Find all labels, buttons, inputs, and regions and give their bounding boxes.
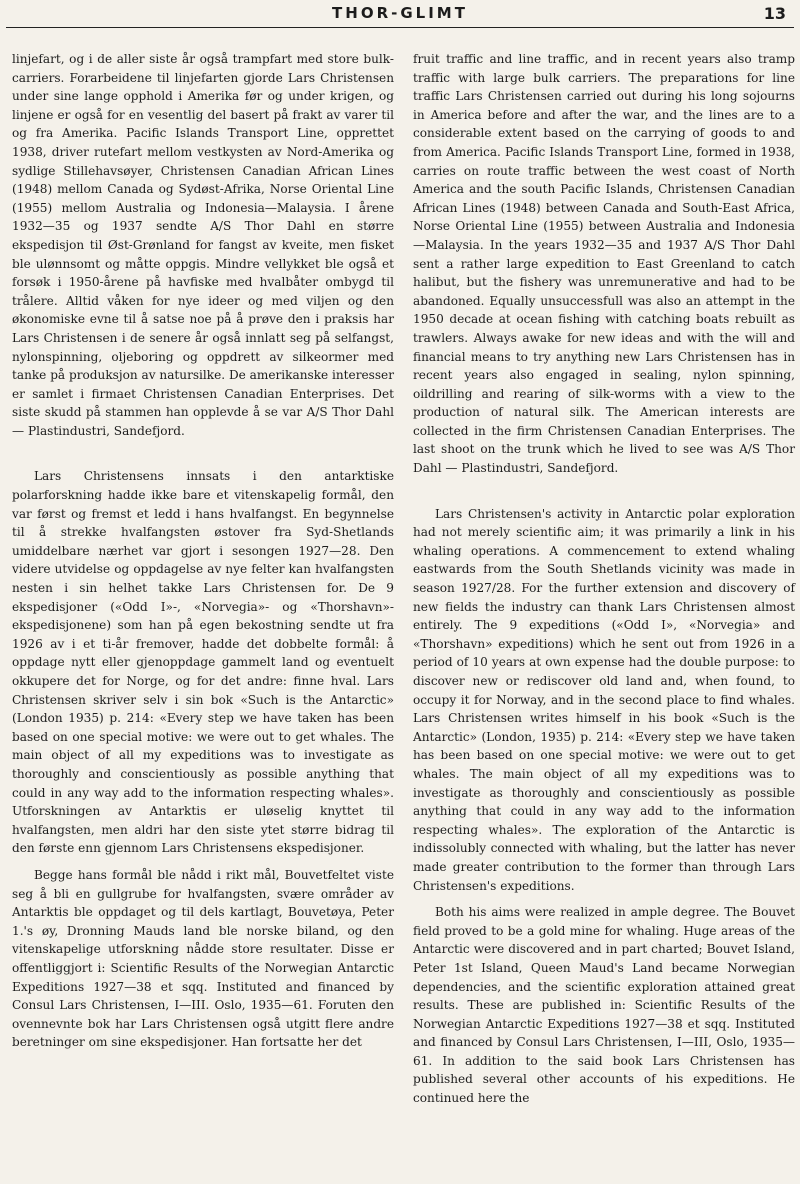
norwegian-column [12,50,394,1052]
page-number: 13 [763,4,786,23]
english-paragraph-1: fruit traffic and line traffic, and in recent years also tramp traffic with large bulk carriers. The preparations for line traffic Lars Christensen carried out during his long sojourns in America before and after the war, and the lines are to a considerable extent based on the carrying of goods to and from America. Pacific Islands Transport Line, formed in 1938, carries on route traffic between the west coast of North America and the south Pacific Islands, Christensen Canadian African Lines (1948) between Canada and South-East Africa, Norse Oriental Line (1955) between Australia and Indonesia—Malaysia. In the years 1932—35 and 1937 A/S Thor Dahl sent a rather large expedition to East Greenland to catch halibut, but the fishery was unremunerative and had to be abandoned. Equally unsuccessfull was also an attempt in the 1950 decade at ocean fishing with catching boats rebuilt as trawlers. Always awake for new ideas and with the will and financial means to try anything new Lars Christensen has in recent years also engaged in sealing, nylon spinning, oildrilling and rearing of silk-worms with a view to the production of natural silk. The American interests are collected in the firm Christensen Canadian Enterprises. The last shoot on the trunk which he lived to see was A/S Thor Dahl — Plastindustri, Sandefjord. [413,52,795,476]
running-title: THOR-GLIMT [332,4,468,22]
english-column [413,50,795,1108]
header-rule [6,27,794,28]
english-paragraph-3: Both his aims were realized in ample degree. The Bouvet field proved to be a gold mine for whaling. Huge areas of the Antarctic were discovered and in part charted; Bouvet Island, Peter 1st Island, Queen Maud's Land became Norwegian dependencies, and the scientific exploration attained great results. These are published in: Scientific Results of the Norwegian Antarctic Expeditions 1927—38 et sqq. Instituted and financed by Consul Lars Christensen, I—III, Oslo, 1935—61. In addition to the said book Lars Christensen has published several other accounts of his expeditions. He continued here the [413,905,795,1106]
norwegian-paragraph-3: Begge hans formål ble nådd i rikt mål, Bouvetfeltet viste seg å bli en gullgrube for hvalfangsten, svære områder av Antarktis ble oppdaget og til dels kartlagt, Bouvetøya, Peter 1.'s øy, Dronning Mauds land ble norske biland, og den vitenskapelige utforskning nådde store resultater. Disse er offentliggjort i: Scientific Results of the Norwegian Antarctic Expeditions 1927—38 et sqq. Instituted and financed by Consul Lars Christensen, I—III. Oslo, 1935—61. Foruten den ovennevnte bok har Lars Christensen også utgitt flere andre beretninger om sine ekspedisjoner. Han fortsatte her det [12,867,394,1050]
norwegian-paragraph-1: linjefart, og i de aller siste år også trampfart med store bulk-carriers. Forarbeidene til linjefarten gjorde Lars Christensen under sine lange opphold i Amerika før og under krigen, og linjene er også for en vesentlig del basert på frakt av varer til og fra Amerika. Pacific Islands Transport Line, opprettet 1938, driver rutefart mellom vestkysten av Nord-Amerika og sydlige Stillehavsøyer, Christensen Canadian African Lines (1948) mellom Canada og Sydøst-Afrika, Norse Oriental Line (1955) mellom Australia og Indonesia—Malaysia. I årene 1932—35 og 1937 sendte A/S Thor Dahl en større ekspedisjon til Øst-Grønland for fangst av kveite, men fisket ble ulønnsomt og måtte oppgis. Mindre vellykket ble også et forsøk i 1950-årene på havfiske med hvalbåter ombygd til trålere. Alltid våken for nye ideer og med viljen og den økonomiske evne til å satse noe på å prøve den i praksis har Lars Christensen i de senere år også innlatt seg på selfangst, nylonspinning, oljeboring og oppdrett av silkeormer med tanke på produksjon av natursilke. De amerikanske interesser er samlet i firmaet Christensen Canadian Enterprises. Det siste skudd på stammen han opplevde å se var A/S Thor Dahl — Plastindustri, Sandefjord. [12,52,394,438]
page-header [0,0,800,34]
english-paragraph-2: Lars Christensen's activity in Antarctic polar exploration had not merely scientific aim; it was primarily a link in his whaling operations. A commencement to extend whaling eastwards from the South Shetlands vicinity was made in season 1927/28. For the further extension and discovery of new fields the industry can thank Lars Christensen almost entirely. The 9 expeditions («Odd I», «Norvegia» and «Thorshavn» expeditions) which he sent out from 1926 in a period of 10 years at own expense had the double purpose: to discover new or rediscover old land and, when found, to occupy it for Norway, and in the second place to find whales. Lars Christensen writes himself in his book «Such is the Antarctic» (London, 1935) p. 214: «Every step we have taken has been based on one special motive: we were out to get whales. The main object of all my expeditions was to investigate as thoroughly and conscientiously as possible anything that could in any way add to the information respecting whales». The exploration of the Antarctic is indissolubly connected with whaling, but the latter has never made greater contribution to the former than through Lars Christensen's expeditions. [413,506,795,893]
norwegian-paragraph-2: Lars Christensens innsats i den antarktiske polarforskning hadde ikke bare et vitenskapelig formål, den var først og fremst et ledd i hans hvalfangst. En begynnelse til å strekke hvalfangsten østover fra Syd-Shetlands umiddelbare nærhet var gjort i sesongen 1927—28. Den videre utvidelse og oppdagelse av nye felter kan hvalfangsten nesten i sin helhet takke Lars Christensen for. De 9 ekspedisjoner («Odd I»-, «Norvegia»- og «Thorshavn»-ekspedisjonene) som han på egen bekostning sendte ut fra 1926 av i et ti-år fremover, hadde det dobbelte formål: å oppdage nytt eller gjenoppdage gammelt land og eventuelt okkupere det for Norge, og for det andre: finne hval. Lars Christensen skriver selv i sin bok «Such is the Antarctic» (London 1935) p. 214: «Every step we have taken has been based on one special motive: we were out to get whales. The main object of all my expeditions was to investigate as thoroughly and conscientiously as possible anything that could in any way add to the information respecting whales». Utforskningen av Antarktis er uløselig knyttet til hvalfangsten, men aldri har den siste ytet større bidrag til den første enn gjennom Lars Christensens ekspedisjoner. [12,469,394,856]
